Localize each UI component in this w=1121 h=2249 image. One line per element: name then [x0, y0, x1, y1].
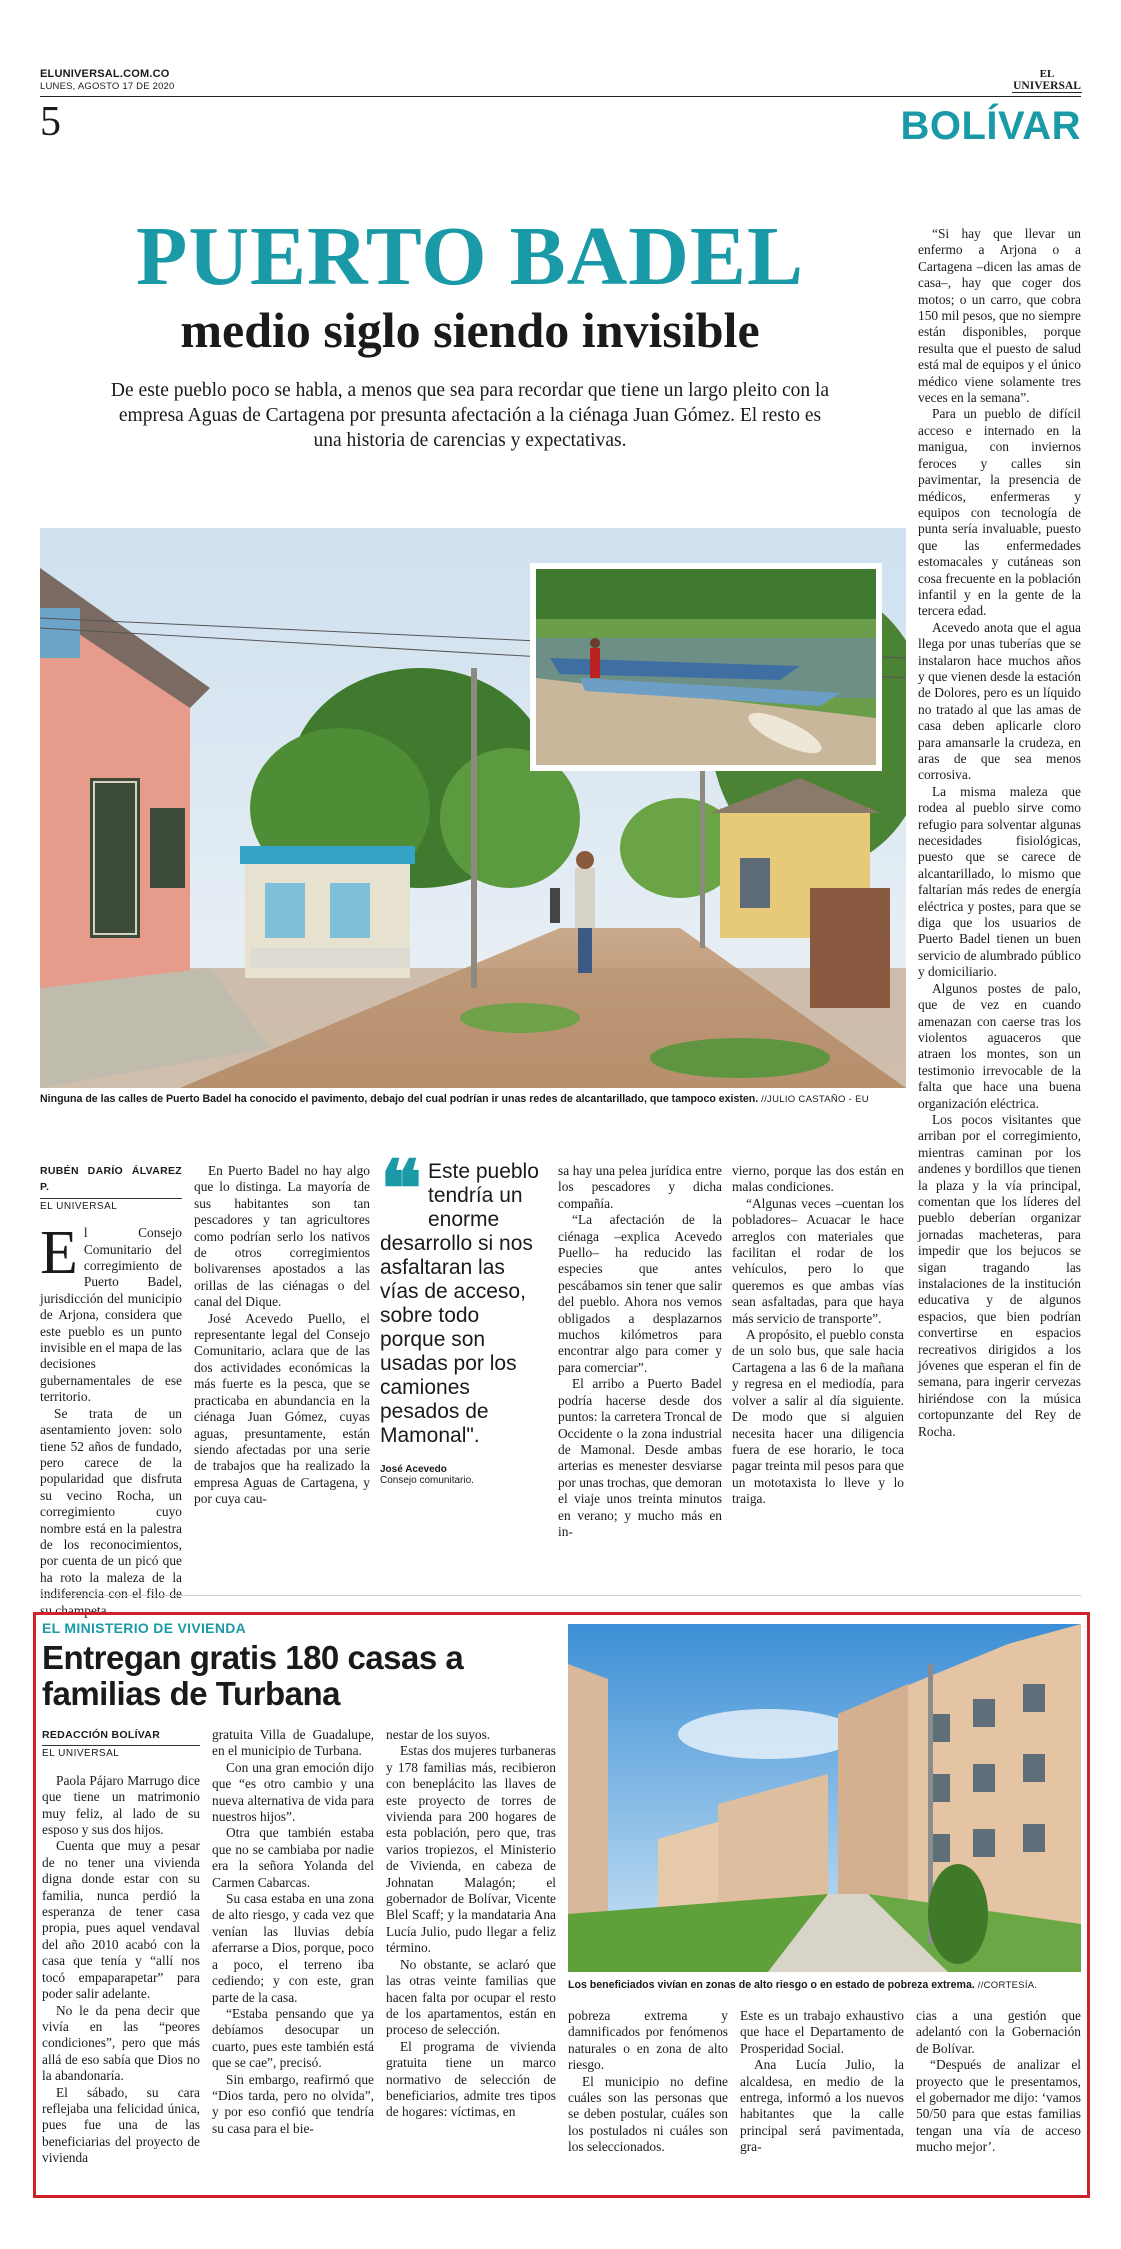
page-number: 5: [40, 99, 61, 145]
main-column-6: “Si hay que llevar un enfermo a Arjona o a Cartagena –dicen las amas de casa–, hay que coger dos motos; o un carro, que cobra 150 mil pesos, que no siempre están disponibles, porque resulta que el puesto de salud está mal de equipos y el único médico viene solamente tres veces en la semana”. Para un pueblo de difícil acceso e internado en la manigua, con inviernos feroces y calles sin pavimentar, la presencia de médicos, enfermeras y equipos con tecnología de punta sería invaluable, puesto que las enfermedades estomacales y cutáneas son cosa frecuente en la población infantil y en la gente de la tercera edad. Acevedo anota que el agua llega por unas tuberías que se instalaron hace muchos años y que vienen desde la estación de Dolores, pero es un líquido no tratado al que las amas de casa deben aplicarle cloro para amansarle la crudeza, en aras de que sea menos corrosiva. La misma maleza que rodea al pueblo sirve como refugio para solventar algunas necesidades fisiológicas, puesto que se carece de alcantarillado, lo mismo que faltarían más redes de energía eléctrica y postes, para que se diga que los usuarios de Puerto Badel tienen un buen servicio de alumbrado público y domiciliario. Algunos postes de palo, que de vez en cuando amenazan con caerse tras los violentos aguaceros que atraen los montes, son un testimonio irrevocable de la falta que hace una buena organización eléctrica. Los pocos visitantes que arriban por el corregimiento, mientras caminan por los andenes y bordillos que tienen la plaza y la vía principal, comentan que los líderes del pueblo deberían organizar jornadas macheteras, para impedir que los bejucos se sigan tragando las instalaciones de la institución educativa y de algunos espacios, que bien podrían convertirse en espacios recreativos dirigidos a los jóvenes que esperan el fin de semana, para ingerir cervezas hiriéndose con la música cortopunzante del Rey de Rocha.: [918, 226, 1081, 1439]
subheadline: medio siglo siendo invisible: [180, 302, 760, 358]
box-kicker: EL MINISTERIO DE VIVIENDA: [42, 1620, 247, 1636]
box-column-1: REDACCIÓN BOLÍVAR EL UNIVERSAL Paola Pájaro Marrugo dice que tiene un matrimonio muy feliz, al lado de su esposo y sus dos hijos. Cuenta que muy a pesar de no tener una vivienda digna donde estar con su familia, nunca perdió la esperanza de tener casa propia, pues aquel vendaval del año 2010 acabó con la casa que tenía y “allí nos tocó empaparapetar” para poder salir adelante. No le da pena decir que vivía en las “peores condiciones”, pero que más allá de eso sabía que Dios no la abandonaría. El sábado, su cara reflejaba una felicidad única, pues fue una de las beneficiarias del proyecto de vivienda: [42, 1729, 200, 2166]
box-byline-name: REDACCIÓN BOLÍVAR: [42, 1727, 200, 1746]
pull-quote: [380, 1146, 546, 1486]
box-photo-caption: Los beneficiados vivían en zonas de alto riesgo o en estado de pobreza extrema. //CORTESÍA.: [568, 1979, 1038, 1991]
quote-author-role: Consejo comunitario.: [380, 1475, 474, 1486]
main-photo-credit: //JULIO CASTAÑO - EU: [761, 1094, 869, 1105]
site-url: ELUNIVERSAL.COM.CO: [40, 68, 170, 80]
newspaper-logo: EL UNIVERSAL: [1013, 68, 1081, 92]
box-photo: [568, 1624, 1081, 1972]
dropcap: E: [40, 1219, 78, 1288]
main-column-5: vierno, porque las dos están en malas condiciones. “Algunas veces –cuentan los pobladores– Acuacar le hace arreglos con materiales que facilitan el rodar de los vehículos, pero lo que queremos es que ambas vías sean asfaltadas, para que haya más servicio de transporte”. A propósito, el pueblo consta de un solo bus, que sale hacia Cartagena a las 6 de la mañana y regresa en el mediodía, para volver a salir al día siguiente. De modo que si alguien necesita hacer una diligencia fuera de ese horario, le toca pagar treinta mil pesos para que un mototaxista lo lleve y lo traiga.: [732, 1163, 904, 1507]
box-photo-credit: //CORTESÍA.: [977, 1980, 1038, 1991]
quote-mark-icon: ❝: [380, 1146, 422, 1233]
section-divider: [40, 1595, 1081, 1596]
section-title: BOLÍVAR: [900, 104, 1081, 148]
main-column-2: En Puerto Badel no hay algo que lo distinga. La mayoría de sus habitantes son tan pescadores y tan agricultores como podrían serlo los nativos de otros corregimientos bolivarenses apostados a las orillas de las ciénagas o del canal del Dique. José Acevedo Puello, el representante legal del Consejo Comunitario, aclara que de las dos actividades económicas la más fuerte es la pesca, que se practicaba en abundancia en la ciénaga Juan Gómez, cuyas aguas, presuntamente, están siendo afectadas por una serie de trabajos que ha realizado la empresa Aguas de Cartagena, y por cuya cau-: [194, 1163, 370, 1507]
box-column-3: nestar de los suyos. Estas dos mujeres turbaneras y 178 familias más, recibieron con beneplácito las llaves de este proyecto de torres de vivienda para 200 hogares de esta población, pero que, tras varios tropiezos, el Ministerio de Vivienda, en cabeza de Johnatan Malagón; el gobernador de Bolívar, Vicente Blel Scaff; y la mandataria Ana Lucía Julio, pudo llegar a feliz término. No obstante, se aclaró que las otras veinte familias que hacen falta por ocupar el resto de los apartamentos, están en proceso de selección. El programa de vivienda gratuita tiene un marco normativo de selección de beneficiarios, admite tres tipos de hogares: víctimas, en: [386, 1727, 556, 2120]
box-headline: Entregan gratis 180 casas a familias de Turbana: [42, 1639, 464, 1712]
box-column-5: Este es un trabajo exhaustivo que hace el Departamento de Prosperidad Social. Ana Lucía Julio, la alcaldesa, en medio de la entrega, informó a los nuevos habitantes que la calle principal será pavimentada, gra-: [740, 2008, 904, 2155]
quote-author: José Acevedo: [380, 1464, 447, 1475]
main-column-1: RUBÉN DARÍO ÁLVAREZ P. EL UNIVERSAL El Consejo Comunitario del corregimiento de Puerto Badel, jurisdicción del municipio de Arjona, considera que este pueblo es un punto invisible en el mapa de las decisiones gubernamentales de ese territorio. Se trata de un asentamiento joven: solo tiene 52 años de fundado, pero carece de la popularidad que disfruta su vecino Rocha, un corregimiento cuyo nombre está en la palestra de los reconocimientos, por cuenta de un picó que ha roto la maleza de la indiferencia con el filo de su champeta.: [40, 1165, 182, 1618]
box-byline-organization: EL UNIVERSAL: [42, 1748, 120, 1760]
headline: PUERTO BADEL: [136, 210, 804, 303]
main-column-4: sa hay una pelea jurídica entre los pescadores y dicha compañía. “La afectación de la ciénaga –explica Acevedo Puello– ha reducido las especies que antes pescábamos sin tener que salir del pueblo. Ahora nos vemos obligados a desplazarnos muchos kilómetros para encontrar algo para comer y para comerciar”. El arribo a Puerto Badel podría hacerse desde dos puntos: la carretera Troncal de Occidente o la zona industrial de Mamonal. Desde ambas arterias es menester desviarse por unas trochas, que demoran el viaje unos treinta minutos en verano; y mucho más en in-: [558, 1163, 722, 1539]
pull-quote-text: Este pueblo tendría un enorme desarrollo si nos asfaltaran las vías de acceso, sobre todo porque son usadas por los camiones pesados de Mamonal".: [380, 1160, 539, 1447]
byline-name: RUBÉN DARÍO ÁLVAREZ P.: [40, 1163, 182, 1199]
byline-organization: EL UNIVERSAL: [40, 1200, 118, 1212]
masthead-rule: [40, 96, 1081, 97]
publication-date: LUNES, AGOSTO 17 DE 2020: [40, 81, 175, 92]
box-column-2: gratuita Villa de Guadalupe, en el municipio de Turbana. Con una gran emoción dijo que “es otro cambio y una nueva alternativa de vida para nuestros hijos”. Otra que también estaba que no se cambiaba por nadie era la señora Yolanda del Carmen Cabarcas. Su casa estaba en una zona de alto riesgo, y cada vez que venían las lluvias debía aferrarse a Dios, porque, poco a poco, el terreno iba cediendo; y con este, gran parte de la casa. “Estaba pensando que ya debíamos desocupar un cuarto, pues este también está que se cae”, precisó. Sin embargo, reafirmó que “Dios tarda, pero no olvida”, y por eso confió que tendría su casa para el bie-: [212, 1727, 374, 2136]
deck: De este pueblo poco se habla, a menos que sea para recordar que tiene un largo pleito con la empresa Aguas de Cartagena por presunta afectación a la ciénaga Juan Gómez. El resto es una historia de carencias y expectativas.: [110, 380, 830, 451]
box-column-6: cias a una gestión que adelantó con la Gobernación de Bolívar. “Después de analizar el proyecto que le presentamos, el gobernador me dijo: ‘vamos 50/50 para que estas familias tengan una vía de acceso mucho mejor’.: [916, 2008, 1081, 2155]
box-column-4: pobreza extrema y damnificados por fenómenos naturales o en zona de alto riesgo. El municipio no define cuáles son las personas que se deben postular, cuáles son los postulados ni cuáles son los seleccionados.: [568, 2008, 728, 2155]
main-photo-caption: Ninguna de las calles de Puerto Badel ha conocido el pavimento, debajo del cual podrían ir unas redes de alcantarillado, que tampoco existen. //JULIO CASTAÑO - EU: [40, 1093, 869, 1105]
main-photo: [40, 528, 906, 1088]
